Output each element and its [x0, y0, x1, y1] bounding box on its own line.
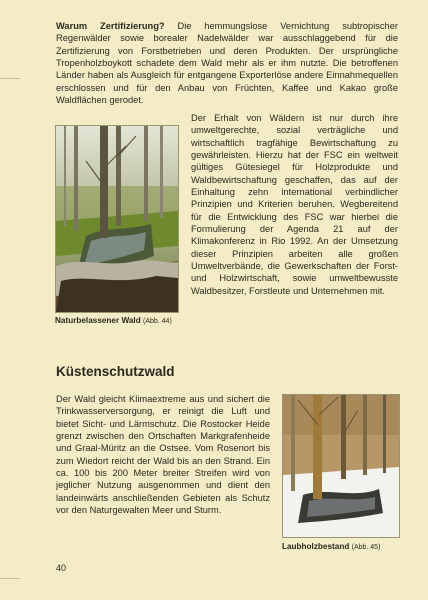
section-heading: Küstenschutzwald: [56, 364, 175, 379]
forest-stream-photo: [55, 125, 179, 313]
winter-forest-photo: [282, 394, 400, 538]
fsc-paragraph: Der Erhalt von Wäldern ist nur durch ihre umweltgerechte, sozial verträgliche und wirtschaftlich tragfähige Bewirtschaftung zu gewährleisten. Hierzu hat der FSC ein weltweit gültiges Gütesiegel für Holzprodukte und Waldbewirtschaftung geschaffen, das auf der Einhaltung zehn international verbindlicher Prinzipien und Kriterien beruhen. Wegbereitend für die Entwicklung des FSC war hierbei die Formulierung der Agenda 21 auf der Klimakonferenz in Rio 1992. An der Umsetzung dieser Prinzipien arbeiten alle großen Umweltverbände, die Gewerkschaften der Forst- und Holzwirtschaft, sowie umweltbewusste Waldbesitzer, Forstleute und Unternehmen mit.: [191, 113, 398, 296]
caption-title: Naturbelassener Wald: [55, 316, 141, 325]
caption-title: Laubholzbestand: [282, 542, 350, 551]
intro-lead: Warum Zertifizierung?: [56, 21, 165, 31]
caption-ref: (Abb. 45): [351, 544, 381, 551]
photo-caption-44: [55, 316, 172, 327]
caption-ref: (Abb. 44): [142, 318, 172, 325]
intro-paragraph: [56, 20, 398, 106]
fold-mark: [0, 78, 20, 79]
fold-mark: [0, 578, 20, 579]
page-number: 40: [56, 563, 67, 573]
intro-text: Die hemmungslose Vernichtung subtropischer Regenwälder sowie borealer Nadelwälder war ausschlaggebend für die Zertifizierung von Forstbetrieben und deren Produkten. Der ursprüngliche Tropenholzboykott schadete dem Wald mehr als er ihm nutzte. Die betroffenen Länder haben als Ausgleich für entgangene Exporterlöse andere Einnahmequellen erschlossen und für den Anbau von Früchten, Kaffee und Kakao große Waldflächen gerodet.: [56, 21, 398, 106]
coastal-paragraph: Der Wald gleicht Klimaextreme aus und sichert die Trinkwasserversorgung, er reinigt die Luft und bietet Sicht- und Lärmschutz. Die Rostocker Heide grenzt zwischen den Ortschaften Markgrafenheide und Graal-Müritz an die Ostsee. Vom Rosenort bis zum Wiedort reicht der Wald bis an den Strand. Ein ca. 100 bis 200 Meter breiter Streifen wird von jeglicher Nutzung ausgenommen und dient den landeinwärts anschließenden Gebieten als Schutz vor den Naturgewalten Meer und Sturm.: [56, 394, 270, 516]
photo-caption-45: [282, 542, 380, 553]
